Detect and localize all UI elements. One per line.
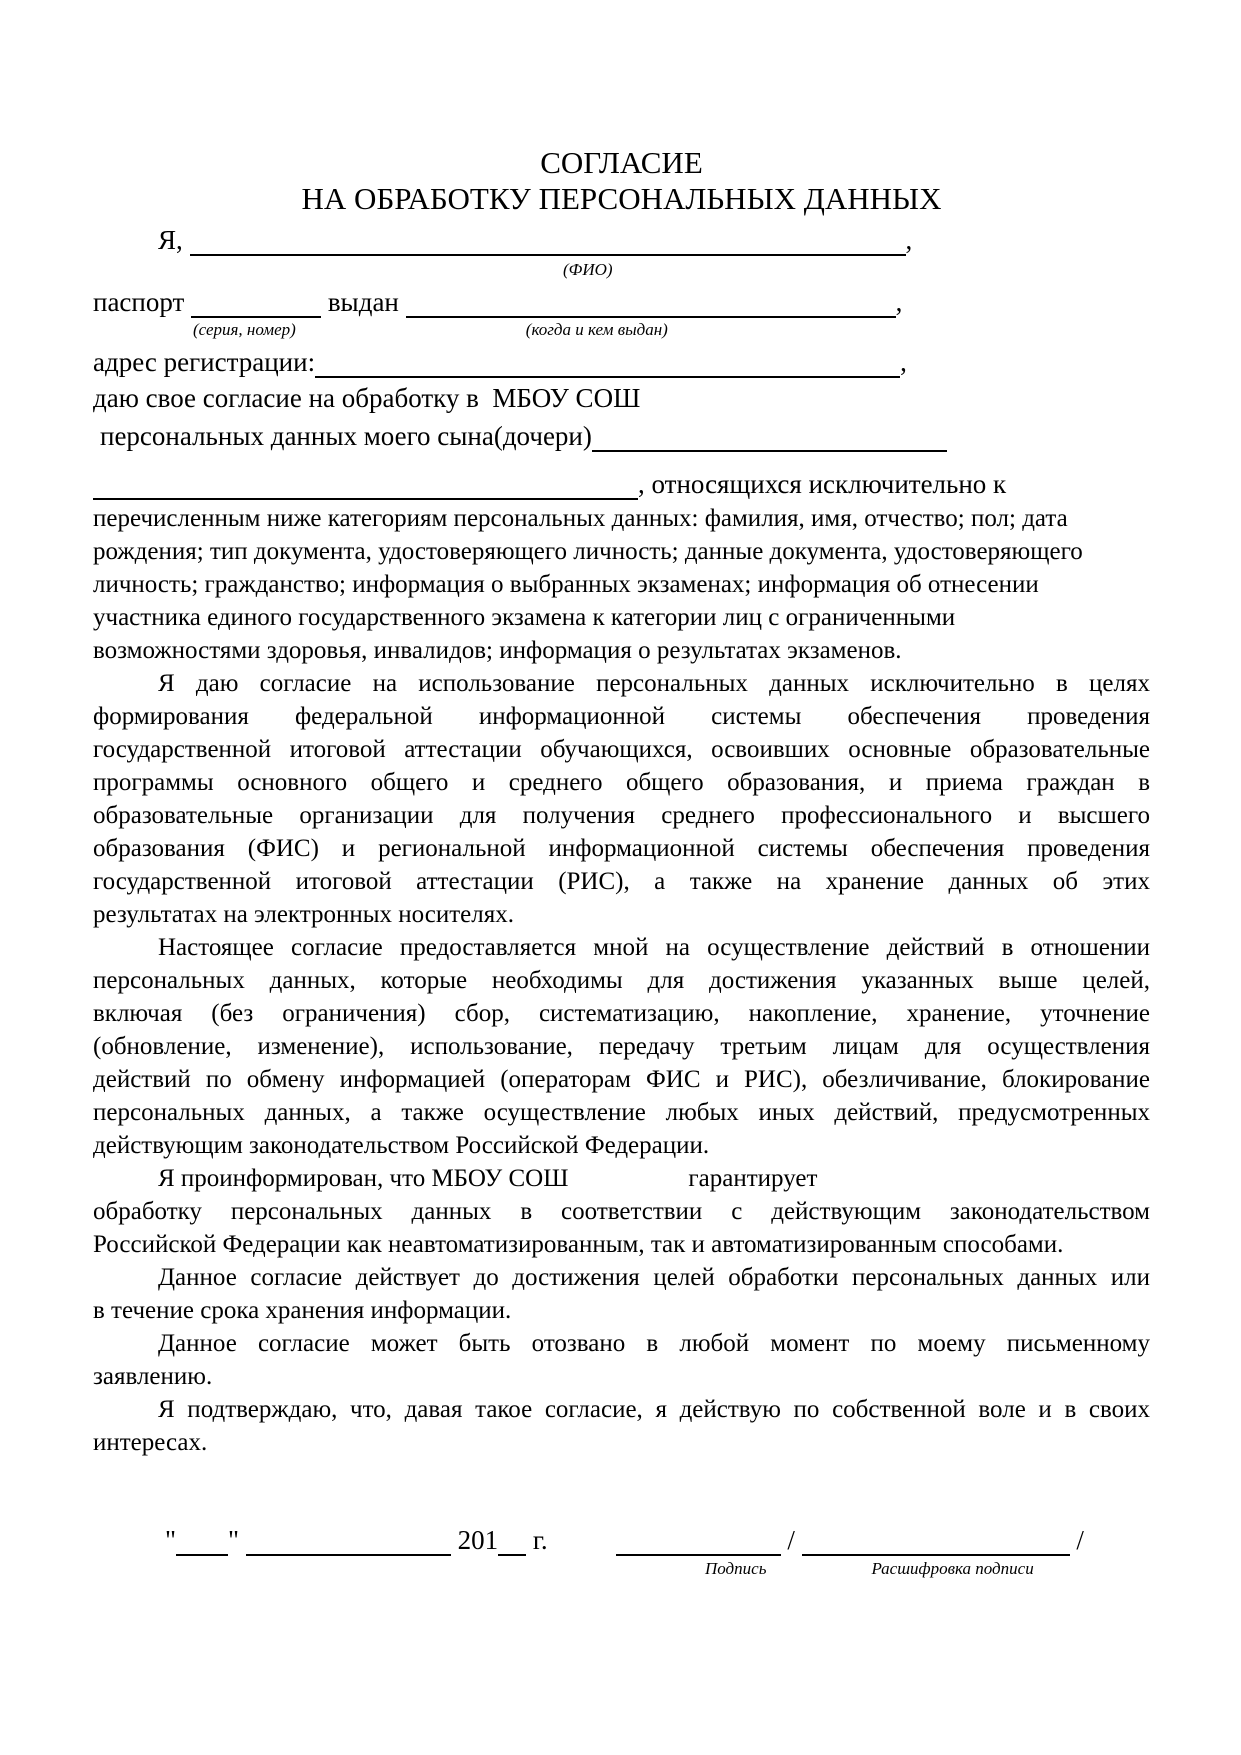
paragraph-line: государственной итоговой аттестации (РИС), а также на хранение данных об этих [93, 868, 1150, 895]
date-year-label: г. [526, 1525, 548, 1555]
paragraph-line: обработку персональных данных в соответствии с действующим законодательством [93, 1198, 1150, 1225]
child-name-blank-field [592, 450, 947, 452]
date-quote-close: " [228, 1525, 240, 1555]
paragraph-line: участника единого государственного экзамена к категории лиц с ограниченными [93, 604, 956, 631]
paragraph-line: образования (ФИС) и региональной информационной системы обеспечения проведения [93, 835, 1150, 862]
paragraph-line: результатах на электронных носителях. [93, 901, 514, 928]
paragraph-line: Настоящее согласие предоставляется мной на осуществление действий в отношении [158, 934, 1150, 961]
date-quote-open: " [165, 1525, 177, 1555]
date-day-blank-field [176, 1554, 228, 1556]
fio-blank-field [190, 254, 906, 256]
document-title-line1: СОГЛАСИЕ [540, 145, 703, 180]
paragraph-line: действий по обмену информацией (операторам ФИС и РИС), обезличивание, блокирование [93, 1066, 1150, 1093]
paragraph-line: Российской Федерации как неавтоматизированным, так и автоматизированным способами. [93, 1231, 1064, 1258]
fio-caption-row [93, 260, 1150, 284]
signature-slash-mid: / [780, 1525, 802, 1555]
date-month-blank-field [246, 1554, 451, 1556]
paragraph-line: интересах. [93, 1429, 208, 1456]
child-data-line [93, 418, 1150, 466]
address-comma: , [900, 347, 907, 377]
paragraph-line: включая (без ограничения) сбор, систематизацию, накопление, хранение, уточнение [93, 1000, 1150, 1027]
paragraph-line: в течение срока хранения информации. [93, 1297, 512, 1324]
fio-caption: (ФИО) [563, 260, 613, 279]
signature-caption-row [93, 1559, 1150, 1583]
signature-slash-end: / [1069, 1525, 1084, 1555]
body-paragraphs [93, 502, 1150, 1459]
fio-line [93, 222, 1150, 260]
paragraph-line: рождения; тип документа, удостоверяющего личность; данные документа, удостоверяющего [93, 538, 1083, 565]
child-name-blank-field-2 [93, 498, 638, 500]
paragraph-line: заявлению. [93, 1363, 213, 1390]
document-title-line2: НА ОБРАБОТКУ ПЕРСОНАЛЬНЫХ ДАННЫХ [301, 181, 942, 216]
child-data-label: персональных данных моего сына(дочери) [100, 421, 592, 451]
fio-comma: , [905, 225, 913, 255]
paragraph-line: образовательные организации для получения среднего профессионального и высшего [93, 802, 1150, 829]
paragraph-line: Я даю согласие на использование персональных данных исключительно в целях [158, 670, 1150, 697]
paragraph-line: персональных данных, а также осуществление любых иных действий, предусмотренных [93, 1099, 1150, 1126]
signature-caption: Подпись [705, 1559, 767, 1578]
transcript-caption: Расшифровка подписи [871, 1559, 1034, 1578]
passport-issued-caption: (когда и кем выдан) [525, 320, 668, 339]
paragraph-line: формирования федеральной информационной системы обеспечения проведения [93, 703, 1150, 730]
paragraph-line: Данное согласие может быть отозвано в любой момент по моему письменному [158, 1330, 1150, 1357]
passport-caption-row [93, 320, 1150, 344]
signature-blank-field [616, 1554, 781, 1556]
fio-prefix-label: Я, [158, 225, 190, 255]
paragraph-line: государственной итоговой аттестации обучающихся, освоивших основные образовательные [93, 736, 1150, 763]
date-year-blank-field [498, 1554, 526, 1556]
passport-label: паспорт [93, 287, 192, 317]
passport-comma: , [895, 287, 903, 317]
address-label: адрес регистрации: [93, 347, 316, 377]
continuation-text: , относящихся исключительно к [638, 469, 1007, 499]
date-year-prefix: 201 [457, 1525, 499, 1555]
signature-transcript-blank-field [802, 1554, 1070, 1556]
address-blank-field [315, 376, 900, 378]
paragraph-line: перечисленным ниже категориям персональных данных: фамилия, имя, отчество; пол; дата [93, 505, 1068, 532]
passport-issued-blank-field [406, 316, 896, 318]
paragraph-line: возможностями здоровья, инвалидов; информация о результатах экзаменов. [93, 637, 902, 664]
paragraph-line: (обновление, изменение), использование, передачу третьим лицам для осуществления [93, 1033, 1150, 1060]
passport-line [93, 284, 1150, 320]
informed-prefix: Я проинформирован, что МБОУ СОШ [158, 1165, 569, 1192]
date-signature-line [165, 1521, 1150, 1559]
paragraph-line: личность; гражданство; информация о выбранных экзаменах; информация об отнесении [93, 571, 1039, 598]
passport-series-blank-field [191, 316, 321, 318]
paragraph-line: персональных данных, которые необходимы для достижения указанных выше целей, [93, 967, 1150, 994]
paragraph-line: Данное согласие действует до достижения целей обработки персональных данных или [158, 1264, 1150, 1291]
informed-suffix: гарантирует [688, 1165, 818, 1192]
address-line [93, 344, 1150, 378]
child-name-continuation-line [93, 466, 1150, 502]
paragraph-line: программы основного общего и среднего общего образования, и приема граждан в [93, 769, 1150, 796]
paragraph-line: действующим законодательством Российской Федерации. [93, 1132, 710, 1159]
passport-issued-label: выдан [321, 287, 406, 317]
informed-line [93, 1162, 1150, 1195]
passport-series-caption: (серия, номер) [193, 320, 296, 339]
paragraph-line: Я подтверждаю, что, давая такое согласие, я действую по собственной воле и в своих [158, 1396, 1150, 1423]
consent-intro-line: даю свое согласие на обработку в МБОУ СОШ [93, 383, 641, 413]
